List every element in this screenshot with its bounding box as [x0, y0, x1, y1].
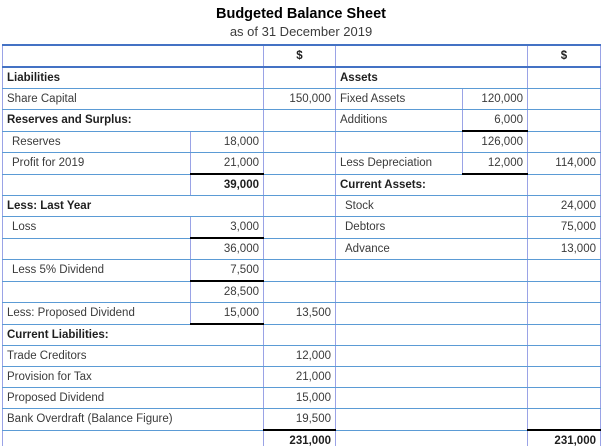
left-amount-cell — [264, 281, 336, 303]
left-label-cell: Less: Last Year — [3, 196, 264, 217]
left-label-cell: Trade Creditors — [3, 346, 264, 367]
left-subamount-cell: 28,500 — [191, 281, 264, 303]
table-row — [3, 153, 601, 175]
right-label-cell — [336, 260, 528, 282]
right-label-cell: Debtors — [336, 217, 528, 239]
table-row — [3, 67, 601, 89]
left-label-cell: Bank Overdraft (Balance Figure) — [3, 409, 264, 431]
balance-sheet-table — [2, 44, 601, 446]
left-amount-cell: 12,000 — [264, 346, 336, 367]
left-amount-cell: 13,500 — [264, 303, 336, 325]
right-amount-cell — [528, 281, 601, 303]
sheet-title: Budgeted Balance Sheet — [215, 6, 386, 22]
table-row — [3, 174, 601, 196]
sheet-subtitle: as of 31 December 2019 — [229, 24, 373, 39]
left-label-cell: Proposed Dividend — [3, 388, 264, 409]
right-label-cell: Stock — [336, 196, 528, 217]
right-amount-cell — [528, 346, 601, 367]
table-row — [3, 409, 601, 431]
right-currency-header-cell: $ — [528, 45, 601, 67]
right-label-cell — [336, 346, 528, 367]
left-amount-cell: 231,000 — [264, 430, 336, 446]
table-row — [3, 260, 601, 282]
left-label-cell — [3, 174, 191, 196]
left-subamount-cell: 3,000 — [191, 217, 264, 239]
table-row — [3, 196, 601, 217]
right-label-cell: Assets — [336, 67, 528, 89]
right-amount-cell — [528, 174, 601, 196]
left-amount-cell: 19,500 — [264, 409, 336, 431]
right-amount-cell — [528, 367, 601, 388]
left-label-cell: Current Liabilities: — [3, 324, 264, 346]
left-amount-cell — [264, 238, 336, 260]
left-subamount-cell: 15,000 — [191, 303, 264, 325]
right-subamount-cell: 12,000 — [463, 153, 528, 175]
left-subamount-cell: 18,000 — [191, 131, 264, 153]
right-label-cell — [336, 45, 528, 67]
right-amount-cell — [528, 388, 601, 409]
right-label-cell: Additions — [336, 110, 463, 132]
left-amount-cell — [264, 324, 336, 346]
right-label-cell: Fixed Assets — [336, 89, 463, 110]
table-row — [3, 324, 601, 346]
table-row — [3, 110, 601, 132]
left-amount-cell — [264, 217, 336, 239]
left-label-cell: Reserves — [3, 131, 191, 153]
table-row — [3, 430, 601, 446]
left-amount-cell: 150,000 — [264, 89, 336, 110]
right-amount-cell — [528, 110, 601, 132]
left-label-cell: Profit for 2019 — [3, 153, 191, 175]
right-amount-cell: 13,000 — [528, 238, 601, 260]
left-label-cell: Liabilities — [3, 67, 264, 89]
right-amount-cell — [528, 409, 601, 431]
table-row — [3, 388, 601, 409]
right-label-cell — [336, 430, 528, 446]
right-amount-cell: 231,000 — [528, 430, 601, 446]
right-label-cell — [336, 409, 528, 431]
table-row — [3, 303, 601, 325]
right-label-cell — [336, 303, 528, 325]
left-label-cell — [3, 45, 264, 67]
left-label-cell: Less 5% Dividend — [3, 260, 191, 282]
left-amount-cell — [264, 110, 336, 132]
right-amount-cell: 24,000 — [528, 196, 601, 217]
left-currency-header-cell: $ — [264, 45, 336, 67]
table-row — [3, 131, 601, 153]
left-amount-cell — [264, 196, 336, 217]
right-subamount-cell: 120,000 — [463, 89, 528, 110]
table-row — [3, 238, 601, 260]
right-label-cell — [336, 367, 528, 388]
right-amount-cell — [528, 303, 601, 325]
table-row — [3, 89, 601, 110]
left-label-cell — [3, 281, 191, 303]
left-amount-cell — [264, 174, 336, 196]
right-label-cell — [336, 388, 528, 409]
table-row — [3, 45, 601, 67]
left-amount-cell — [264, 153, 336, 175]
left-amount-cell — [264, 131, 336, 153]
right-amount-cell — [528, 131, 601, 153]
right-label-cell — [336, 281, 528, 303]
right-amount-cell — [528, 67, 601, 89]
right-label-cell: Current Assets: — [336, 174, 528, 196]
table-row — [3, 217, 601, 239]
right-amount-cell: 75,000 — [528, 217, 601, 239]
right-subamount-cell: 126,000 — [463, 131, 528, 153]
left-label-cell — [3, 430, 264, 446]
left-subamount-cell: 39,000 — [191, 174, 264, 196]
left-label-cell: Provision for Tax — [3, 367, 264, 388]
right-amount-cell — [528, 260, 601, 282]
left-label-cell: Less: Proposed Dividend — [3, 303, 191, 325]
left-amount-cell: 15,000 — [264, 388, 336, 409]
table-row — [3, 281, 601, 303]
left-subamount-cell: 21,000 — [191, 153, 264, 175]
right-amount-cell — [528, 89, 601, 110]
table-row — [3, 367, 601, 388]
left-label-cell: Share Capital — [3, 89, 264, 110]
left-label-cell — [3, 238, 191, 260]
left-amount-cell — [264, 260, 336, 282]
left-subamount-cell: 7,500 — [191, 260, 264, 282]
right-label-cell — [336, 131, 463, 153]
right-subamount-cell: 6,000 — [463, 110, 528, 132]
left-subamount-cell: 36,000 — [191, 238, 264, 260]
left-amount-cell: 21,000 — [264, 367, 336, 388]
right-label-cell: Less Depreciation — [336, 153, 463, 175]
right-label-cell: Advance — [336, 238, 528, 260]
left-label-cell: Loss — [3, 217, 191, 239]
left-label-cell: Reserves and Surplus: — [3, 110, 264, 132]
table-row — [3, 346, 601, 367]
right-label-cell — [336, 324, 528, 346]
right-amount-cell: 114,000 — [528, 153, 601, 175]
left-amount-cell — [264, 67, 336, 89]
right-amount-cell — [528, 324, 601, 346]
